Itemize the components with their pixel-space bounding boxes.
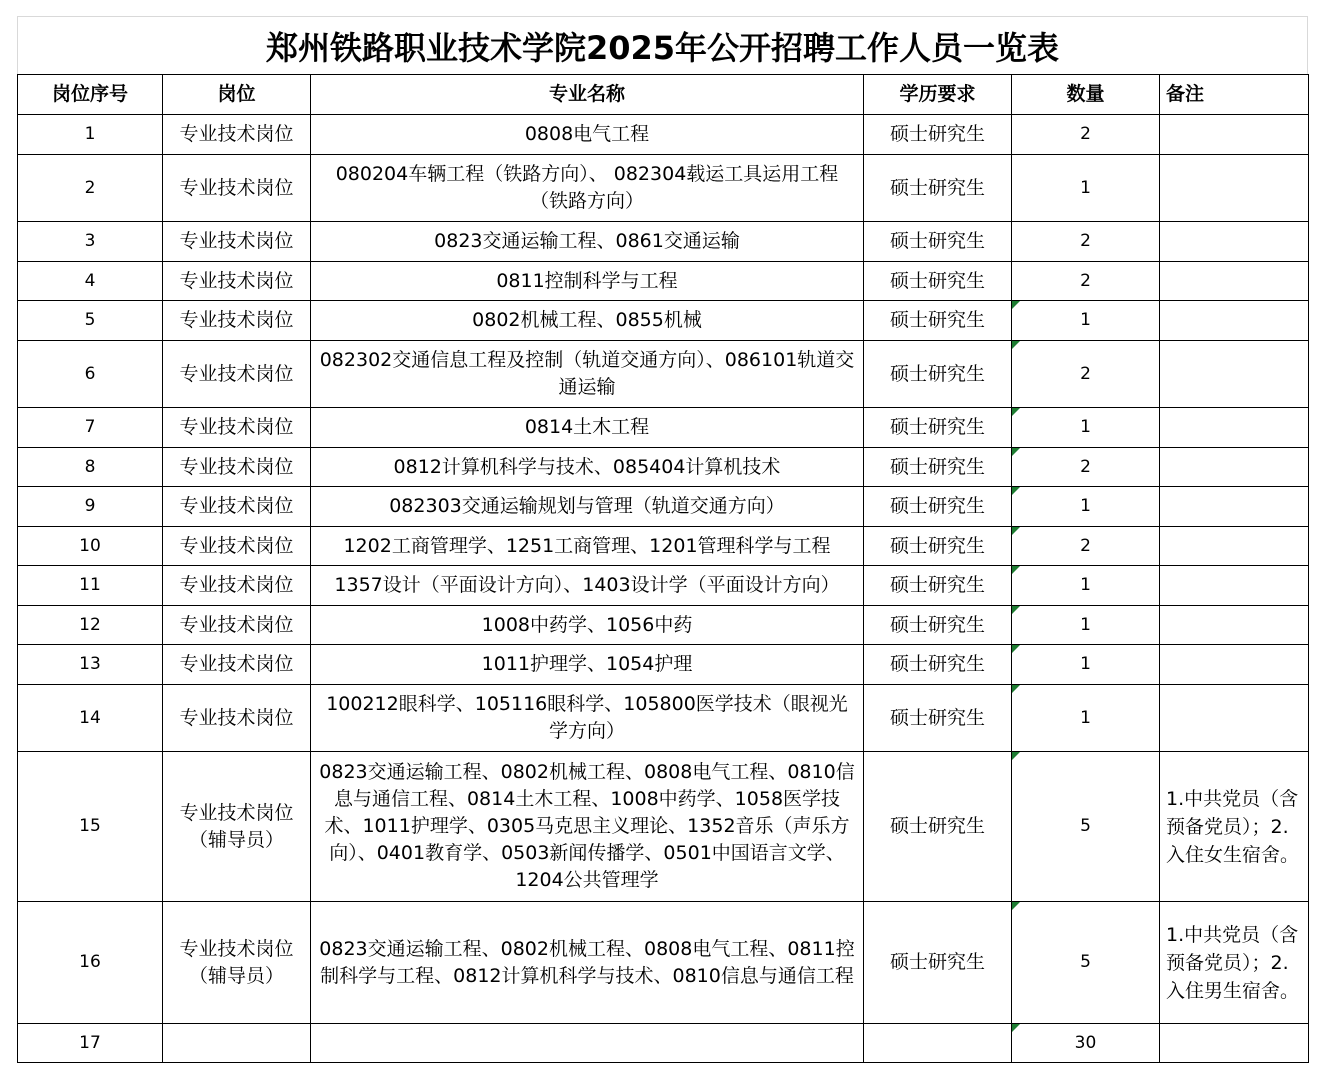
cell-seq-text: 15 — [79, 816, 101, 836]
cell-edu-text: 硕士研究生 — [889, 534, 985, 557]
table-row — [18, 408, 1309, 448]
cell-edu[interactable] — [864, 115, 1012, 155]
cell-post-text: 专业技术岗位 — [179, 574, 294, 596]
cell-seq[interactable] — [18, 566, 163, 606]
table-row — [18, 685, 1309, 752]
number-stored-as-text-marker-icon — [1012, 685, 1020, 693]
cell-qty-text: 2 — [1080, 124, 1091, 144]
cell-qty[interactable] — [1012, 685, 1160, 752]
cell-major[interactable] — [311, 645, 864, 685]
header-seq[interactable]: 岗位序号 — [18, 75, 163, 115]
cell-edu-text: 硕士研究生 — [889, 706, 985, 729]
header-post[interactable]: 岗位 — [163, 75, 311, 115]
cell-seq[interactable] — [18, 606, 163, 645]
cell-major-text: 1202工商管理学、1251工商管理、1201管理科学与工程 — [343, 534, 831, 557]
number-stored-as-text-marker-icon — [1012, 606, 1020, 614]
cell-major-text: 080204车辆工程（铁路方向）、 082304载运工具运用工程（铁路方向） — [335, 163, 839, 212]
cell-post[interactable] — [163, 902, 311, 1024]
cell-major-text: 1011护理学、1054护理 — [481, 653, 693, 675]
cell-major[interactable] — [311, 262, 864, 301]
cell-qty-text: 1 — [1080, 614, 1091, 635]
cell-notes[interactable] — [1160, 222, 1309, 262]
cell-major-text: 0812计算机科学与技术、085404计算机技术 — [393, 455, 781, 478]
cell-major[interactable] — [311, 902, 864, 1024]
cell-edu[interactable] — [864, 155, 1012, 222]
header-major[interactable]: 专业名称 — [311, 75, 864, 115]
cell-post[interactable] — [163, 448, 311, 487]
cell-edu[interactable] — [864, 1024, 1012, 1063]
cell-major[interactable] — [311, 155, 864, 222]
cell-notes[interactable] — [1160, 645, 1309, 685]
cell-edu-text: 硕士研究生 — [889, 269, 985, 292]
table-row — [18, 752, 1309, 902]
cell-seq[interactable] — [18, 155, 163, 222]
cell-seq-text: 7 — [84, 417, 96, 437]
cell-notes[interactable] — [1160, 1024, 1309, 1063]
cell-notes[interactable] — [1160, 527, 1309, 566]
cell-post-text: 专业技术岗位 — [179, 176, 294, 199]
cell-edu[interactable] — [864, 448, 1012, 487]
cell-qty-text: 5 — [1080, 816, 1091, 836]
cell-notes[interactable] — [1160, 262, 1309, 301]
cell-qty[interactable] — [1012, 606, 1160, 645]
sheet-title: 郑州铁路职业技术学院2025年公开招聘工作人员一览表 — [17, 16, 1308, 74]
cell-seq[interactable] — [18, 487, 163, 527]
cell-qty[interactable] — [1012, 341, 1160, 408]
cell-post[interactable] — [163, 1024, 311, 1063]
cell-seq-text: 14 — [79, 707, 101, 728]
cell-qty[interactable] — [1012, 566, 1160, 606]
cell-post-text: 专业技术岗位 — [179, 495, 294, 517]
cell-qty[interactable] — [1012, 752, 1160, 902]
number-stored-as-text-marker-icon — [1012, 341, 1020, 349]
cell-post-text: 专业技术岗位 — [179, 269, 294, 292]
cell-edu[interactable] — [864, 752, 1012, 902]
cell-post[interactable] — [163, 685, 311, 752]
cell-qty[interactable] — [1012, 155, 1160, 222]
cell-post-text: 专业技术岗位 — [179, 706, 294, 729]
cell-major[interactable] — [311, 566, 864, 606]
cell-notes[interactable] — [1160, 155, 1309, 222]
table-row — [18, 606, 1309, 645]
cell-seq[interactable] — [18, 1024, 163, 1063]
cell-seq-text: 12 — [79, 614, 101, 635]
cell-major[interactable] — [311, 115, 864, 155]
cell-edu-text: 硕士研究生 — [889, 574, 985, 596]
cell-major-text: 1008中药学、1056中药 — [481, 613, 693, 636]
cell-major-text: 0823交通运输工程、0802机械工程、0808电气工程、0810信息与通信工程、0814土木工程、1008中药学、1058医学技术、1011护理学、0305马克思主义理论、1352音乐（声乐方向）、0401教育学、0503新闻传播学、0501中国语言文学、1204公共管理学 — [319, 761, 855, 891]
header-row — [18, 75, 1309, 115]
table-row — [18, 301, 1309, 341]
cell-edu-text: 硕士研究生 — [889, 309, 985, 331]
number-stored-as-text-marker-icon — [1012, 902, 1020, 910]
cell-notes[interactable] — [1160, 752, 1309, 902]
cell-edu-text: 硕士研究生 — [889, 123, 985, 145]
cell-qty-text: 30 — [1074, 1032, 1097, 1053]
cell-edu-text: 硕士研究生 — [889, 416, 985, 438]
cell-edu[interactable] — [864, 408, 1012, 448]
cell-seq-text: 11 — [79, 575, 101, 595]
number-stored-as-text-marker-icon — [1012, 752, 1020, 760]
cell-seq-text: 8 — [84, 456, 96, 477]
cell-qty-text: 2 — [1080, 535, 1091, 556]
table-row — [18, 487, 1309, 527]
cell-seq-text: 4 — [84, 270, 96, 291]
cell-qty-text: 1 — [1080, 496, 1091, 516]
cell-post-text: 专业技术岗位（辅导员） — [179, 937, 294, 987]
cell-post-text: 专业技术岗位 — [179, 309, 294, 331]
cell-seq[interactable] — [18, 902, 163, 1024]
number-stored-as-text-marker-icon — [1012, 527, 1020, 535]
number-stored-as-text-marker-icon — [1012, 1024, 1020, 1032]
cell-major[interactable] — [311, 1024, 864, 1063]
table-row — [18, 645, 1309, 685]
header-notes[interactable]: 备注 — [1160, 75, 1309, 115]
cell-major[interactable] — [311, 448, 864, 487]
cell-seq-text: 10 — [79, 535, 101, 556]
cell-seq-text: 17 — [79, 1032, 101, 1053]
header-qty[interactable]: 数量 — [1012, 75, 1160, 115]
cell-edu[interactable] — [864, 301, 1012, 341]
cell-post-text: 专业技术岗位 — [179, 534, 294, 557]
cell-qty-text: 1 — [1080, 310, 1091, 330]
table-row — [18, 566, 1309, 606]
cell-qty-text: 5 — [1080, 952, 1091, 972]
cell-post[interactable] — [163, 487, 311, 527]
cell-edu-text: 硕士研究生 — [889, 176, 985, 199]
cell-qty[interactable] — [1012, 262, 1160, 301]
cell-post[interactable] — [163, 301, 311, 341]
cell-major[interactable] — [311, 301, 864, 341]
cell-qty-text: 2 — [1080, 456, 1091, 477]
cell-post-text: 专业技术岗位 — [179, 455, 294, 478]
cell-edu-text: 硕士研究生 — [889, 230, 985, 252]
cell-edu[interactable] — [864, 341, 1012, 408]
number-stored-as-text-marker-icon — [1012, 408, 1020, 416]
cell-major[interactable] — [311, 527, 864, 566]
cell-edu-text: 硕士研究生 — [889, 951, 985, 973]
cell-edu[interactable] — [864, 262, 1012, 301]
table-row — [18, 341, 1309, 408]
number-stored-as-text-marker-icon — [1012, 448, 1020, 456]
cell-major-text: 0823交通运输工程、0861交通运输 — [434, 230, 740, 252]
cell-major-text: 0811控制科学与工程 — [496, 269, 678, 292]
cell-edu[interactable] — [864, 527, 1012, 566]
cell-edu[interactable] — [864, 645, 1012, 685]
cell-seq[interactable] — [18, 115, 163, 155]
cell-post[interactable] — [163, 222, 311, 262]
cell-edu[interactable] — [864, 685, 1012, 752]
cell-major[interactable] — [311, 752, 864, 902]
cell-qty-text: 1 — [1080, 654, 1091, 674]
cell-seq[interactable] — [18, 262, 163, 301]
cell-major[interactable] — [311, 606, 864, 645]
cell-seq[interactable] — [18, 527, 163, 566]
cell-notes[interactable] — [1160, 408, 1309, 448]
cell-edu-text: 硕士研究生 — [889, 613, 985, 636]
cell-post-text: 专业技术岗位 — [179, 653, 294, 675]
cell-post[interactable] — [163, 645, 311, 685]
cell-post[interactable] — [163, 115, 311, 155]
cell-seq-text: 9 — [84, 496, 96, 516]
cell-qty-text: 2 — [1080, 231, 1091, 251]
cell-seq-text: 16 — [79, 952, 101, 972]
cell-edu-text: 硕士研究生 — [889, 653, 985, 675]
cell-notes[interactable] — [1160, 606, 1309, 645]
cell-post-text: 专业技术岗位 — [179, 416, 294, 438]
cell-major-text: 0802机械工程、0855机械 — [472, 309, 702, 331]
cell-notes[interactable] — [1160, 685, 1309, 752]
cell-post[interactable] — [163, 566, 311, 606]
table-row — [18, 1024, 1309, 1063]
cell-major-text: 0823交通运输工程、0802机械工程、0808电气工程、0811控制科学与工程、0812计算机科学与技术、0810信息与通信工程 — [319, 937, 855, 987]
cell-qty[interactable] — [1012, 487, 1160, 527]
cell-edu-text: 硕士研究生 — [889, 362, 985, 385]
cell-qty-text: 1 — [1080, 417, 1091, 437]
cell-major[interactable] — [311, 341, 864, 408]
cell-notes-text: 1.中共党员（含预备党员）；2.入住女生宿舍。 — [1166, 787, 1300, 866]
cell-post-text: 专业技术岗位 — [179, 613, 294, 636]
cell-edu[interactable] — [864, 487, 1012, 527]
number-stored-as-text-marker-icon — [1012, 487, 1020, 495]
cell-seq-text: 3 — [84, 231, 96, 251]
table-row — [18, 902, 1309, 1024]
cell-qty[interactable] — [1012, 1024, 1160, 1063]
cell-qty[interactable] — [1012, 448, 1160, 487]
number-stored-as-text-marker-icon — [1012, 566, 1020, 574]
cell-qty-text: 1 — [1080, 177, 1091, 198]
cell-major[interactable] — [311, 487, 864, 527]
cell-post[interactable] — [163, 341, 311, 408]
cell-seq-text: 5 — [84, 310, 96, 330]
cell-major[interactable] — [311, 222, 864, 262]
cell-edu-text: 硕士研究生 — [889, 815, 985, 837]
cell-edu[interactable] — [864, 222, 1012, 262]
cell-qty[interactable] — [1012, 301, 1160, 341]
cell-post-text: 专业技术岗位（辅导员） — [179, 801, 294, 851]
cell-edu-text: 硕士研究生 — [889, 455, 985, 478]
cell-major[interactable] — [311, 408, 864, 448]
cell-qty[interactable] — [1012, 527, 1160, 566]
cell-notes[interactable] — [1160, 566, 1309, 606]
number-stored-as-text-marker-icon — [1012, 301, 1020, 309]
cell-notes[interactable] — [1160, 341, 1309, 408]
cell-notes[interactable] — [1160, 902, 1309, 1024]
cell-post[interactable] — [163, 155, 311, 222]
cell-edu[interactable] — [864, 902, 1012, 1024]
cell-notes[interactable] — [1160, 487, 1309, 527]
table-row — [18, 448, 1309, 487]
recruitment-table — [17, 74, 1309, 1063]
cell-edu-text: 硕士研究生 — [889, 495, 985, 517]
cell-notes[interactable] — [1160, 448, 1309, 487]
cell-seq[interactable] — [18, 685, 163, 752]
cell-seq[interactable] — [18, 222, 163, 262]
cell-post[interactable] — [163, 262, 311, 301]
header-edu[interactable]: 学历要求 — [864, 75, 1012, 115]
cell-qty-text: 2 — [1080, 363, 1091, 384]
spreadsheet — [17, 16, 1308, 1063]
cell-qty[interactable] — [1012, 222, 1160, 262]
cell-seq[interactable] — [18, 448, 163, 487]
table-row — [18, 262, 1309, 301]
cell-edu[interactable] — [864, 606, 1012, 645]
cell-post[interactable] — [163, 606, 311, 645]
cell-edu[interactable] — [864, 566, 1012, 606]
cell-post[interactable] — [163, 408, 311, 448]
cell-seq-text: 13 — [79, 654, 101, 674]
cell-seq-text: 2 — [84, 177, 96, 198]
cell-qty-text: 1 — [1080, 575, 1091, 595]
table-row — [18, 115, 1309, 155]
cell-major-text: 0814土木工程 — [524, 416, 650, 438]
cell-major-text: 0808电气工程 — [524, 123, 650, 145]
cell-qty[interactable] — [1012, 902, 1160, 1024]
cell-major[interactable] — [311, 685, 864, 752]
cell-qty[interactable] — [1012, 408, 1160, 448]
cell-seq[interactable] — [18, 408, 163, 448]
cell-notes[interactable] — [1160, 115, 1309, 155]
table-row — [18, 155, 1309, 222]
cell-qty[interactable] — [1012, 115, 1160, 155]
cell-post-text: 专业技术岗位 — [179, 362, 294, 385]
cell-post-text: 专业技术岗位 — [179, 123, 294, 145]
cell-seq-text: 1 — [84, 124, 96, 144]
cell-qty-text: 1 — [1080, 707, 1091, 728]
number-stored-as-text-marker-icon — [1012, 645, 1020, 653]
cell-seq[interactable] — [18, 301, 163, 341]
cell-seq[interactable] — [18, 645, 163, 685]
table-row — [18, 222, 1309, 262]
cell-major-text: 100212眼科学、105116眼科学、105800医学技术（眼视光学方向） — [326, 693, 848, 742]
cell-qty[interactable] — [1012, 645, 1160, 685]
cell-qty-text: 2 — [1080, 270, 1091, 291]
cell-post-text: 专业技术岗位 — [179, 230, 294, 252]
cell-post[interactable] — [163, 752, 311, 902]
cell-notes-text: 1.中共党员（含预备党员）；2.入住男生宿舍。 — [1166, 923, 1300, 1002]
cell-major-text: 082302交通信息工程及控制（轨道交通方向）、086101轨道交通运输 — [319, 349, 855, 398]
cell-major-text: 082303交通运输规划与管理（轨道交通方向） — [389, 495, 785, 517]
table-row — [18, 527, 1309, 566]
cell-seq[interactable] — [18, 752, 163, 902]
cell-major-text: 1357设计（平面设计方向）、1403设计学（平面设计方向） — [334, 574, 840, 596]
cell-seq-text: 6 — [84, 363, 96, 384]
cell-notes[interactable] — [1160, 301, 1309, 341]
cell-seq[interactable] — [18, 341, 163, 408]
cell-post[interactable] — [163, 527, 311, 566]
